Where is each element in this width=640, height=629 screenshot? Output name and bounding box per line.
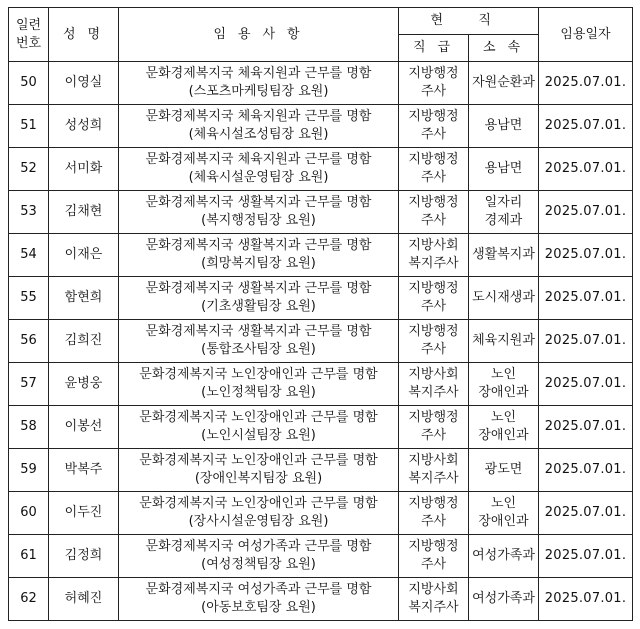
row-grade: 지방행정 주사 [399, 406, 469, 449]
table-row [9, 62, 633, 105]
table-row [9, 578, 633, 621]
row-appointment: 문화경제복지국 체육지원과 근무를 명함 (체육시설조성팀장 요원) [119, 105, 399, 148]
row-number: 54 [9, 234, 49, 277]
table-row [9, 492, 633, 535]
row-name: 이두진 [49, 492, 119, 535]
row-name: 김정희 [49, 535, 119, 578]
row-affiliation: 생활복지과 [469, 234, 539, 277]
row-appointment: 문화경제복지국 노인장애인과 근무를 명함 (노인시설팀장 요원) [119, 406, 399, 449]
row-appointment: 문화경제복지국 체육지원과 근무를 명함 (스포츠마케팅팀장 요원) [119, 62, 399, 105]
row-date: 2025.07.01. [539, 320, 633, 363]
row-grade: 지방행정 주사 [399, 320, 469, 363]
row-name: 윤병웅 [49, 363, 119, 406]
table-row [9, 234, 633, 277]
row-appointment: 문화경제복지국 여성가족과 근무를 명함 (아동보호팀장 요원) [119, 578, 399, 621]
row-date: 2025.07.01. [539, 234, 633, 277]
table-body [9, 62, 633, 621]
row-date: 2025.07.01. [539, 449, 633, 492]
row-date: 2025.07.01. [539, 492, 633, 535]
row-grade: 지방사회 복지주사 [399, 234, 469, 277]
row-name: 박복주 [49, 449, 119, 492]
table-row [9, 535, 633, 578]
row-appointment: 문화경제복지국 생활복지과 근무를 명함 (복지행정팀장 요원) [119, 191, 399, 234]
header-current: 현 직 [399, 8, 539, 35]
row-grade: 지방행정 주사 [399, 62, 469, 105]
header-grade: 직 급 [399, 35, 469, 62]
table-row [9, 277, 633, 320]
row-affiliation: 노인 장애인과 [469, 406, 539, 449]
row-affiliation: 광도면 [469, 449, 539, 492]
row-number: 55 [9, 277, 49, 320]
table-row [9, 148, 633, 191]
row-appointment: 문화경제복지국 여성가족과 근무를 명함 (여성정책팀장 요원) [119, 535, 399, 578]
row-date: 2025.07.01. [539, 148, 633, 191]
row-appointment: 문화경제복지국 생활복지과 근무를 명함 (기초생활팀장 요원) [119, 277, 399, 320]
row-date: 2025.07.01. [539, 535, 633, 578]
row-name: 성성희 [49, 105, 119, 148]
appointment-table [8, 7, 633, 621]
row-number: 50 [9, 62, 49, 105]
row-appointment: 문화경제복지국 노인장애인과 근무를 명함 (노인정책팀장 요원) [119, 363, 399, 406]
header-no: 일련 번호 [9, 8, 49, 62]
table-row [9, 191, 633, 234]
table-row [9, 406, 633, 449]
row-number: 60 [9, 492, 49, 535]
row-name: 이영실 [49, 62, 119, 105]
row-number: 57 [9, 363, 49, 406]
row-name: 김채현 [49, 191, 119, 234]
row-name: 이재은 [49, 234, 119, 277]
row-affiliation: 여성가족과 [469, 535, 539, 578]
header-name: 성 명 [49, 8, 119, 62]
row-grade: 지방행정 주사 [399, 535, 469, 578]
row-number: 56 [9, 320, 49, 363]
row-number: 53 [9, 191, 49, 234]
row-affiliation: 도시재생과 [469, 277, 539, 320]
row-affiliation: 여성가족과 [469, 578, 539, 621]
table-row [9, 363, 633, 406]
row-appointment: 문화경제복지국 노인장애인과 근무를 명함 (장애인복지팀장 요원) [119, 449, 399, 492]
row-grade: 지방행정 주사 [399, 191, 469, 234]
row-date: 2025.07.01. [539, 191, 633, 234]
row-number: 52 [9, 148, 49, 191]
row-name: 함현희 [49, 277, 119, 320]
header-date: 임용일자 [539, 8, 633, 62]
row-number: 51 [9, 105, 49, 148]
row-name: 이봉선 [49, 406, 119, 449]
row-appointment: 문화경제복지국 노인장애인과 근무를 명함 (장사시설운영팀장 요원) [119, 492, 399, 535]
table-row [9, 320, 633, 363]
row-affiliation: 노인 장애인과 [469, 363, 539, 406]
row-name: 허혜진 [49, 578, 119, 621]
row-appointment: 문화경제복지국 생활복지과 근무를 명함 (통합조사팀장 요원) [119, 320, 399, 363]
row-grade: 지방사회 복지주사 [399, 363, 469, 406]
row-number: 61 [9, 535, 49, 578]
row-date: 2025.07.01. [539, 62, 633, 105]
row-grade: 지방행정 주사 [399, 105, 469, 148]
row-affiliation: 체육지원과 [469, 320, 539, 363]
row-number: 58 [9, 406, 49, 449]
row-name: 김희진 [49, 320, 119, 363]
row-appointment: 문화경제복지국 체육지원과 근무를 명함 (체육시설운영팀장 요원) [119, 148, 399, 191]
row-grade: 지방행정 주사 [399, 492, 469, 535]
row-appointment: 문화경제복지국 생활복지과 근무를 명함 (희망복지팀장 요원) [119, 234, 399, 277]
row-number: 59 [9, 449, 49, 492]
row-affiliation: 자원순환과 [469, 62, 539, 105]
row-date: 2025.07.01. [539, 363, 633, 406]
row-grade: 지방행정 주사 [399, 148, 469, 191]
header-affiliation: 소 속 [469, 35, 539, 62]
table-header [9, 8, 633, 62]
table-row [9, 449, 633, 492]
row-grade: 지방행정 주사 [399, 277, 469, 320]
row-grade: 지방사회 복지주사 [399, 449, 469, 492]
row-affiliation: 용남면 [469, 148, 539, 191]
row-date: 2025.07.01. [539, 105, 633, 148]
row-affiliation: 용남면 [469, 105, 539, 148]
row-name: 서미화 [49, 148, 119, 191]
row-date: 2025.07.01. [539, 578, 633, 621]
header-appointment: 임 용 사 항 [119, 8, 399, 62]
table-row [9, 105, 633, 148]
row-number: 62 [9, 578, 49, 621]
row-date: 2025.07.01. [539, 406, 633, 449]
row-affiliation: 일자리 경제과 [469, 191, 539, 234]
row-date: 2025.07.01. [539, 277, 633, 320]
row-grade: 지방사회 복지주사 [399, 578, 469, 621]
row-affiliation: 노인 장애인과 [469, 492, 539, 535]
